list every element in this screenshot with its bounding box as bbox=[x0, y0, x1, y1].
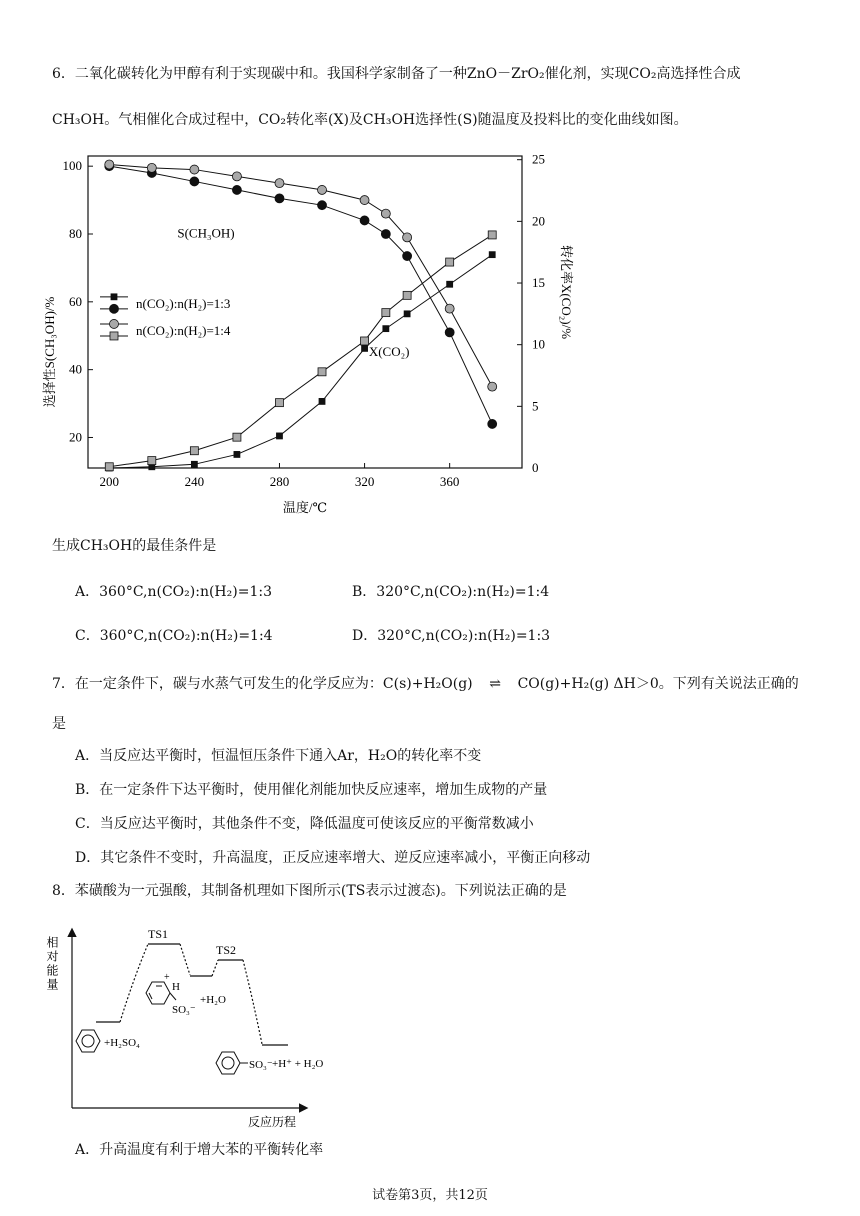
ts1-fall bbox=[180, 944, 190, 975]
data-point bbox=[276, 433, 282, 439]
annotation-s-ch3oh: S(CH₃OH) bbox=[177, 225, 235, 241]
benzenesulfonate-icon bbox=[216, 1052, 248, 1074]
page-footer: 试卷第3页，共12页 bbox=[372, 1188, 488, 1203]
data-point bbox=[275, 179, 284, 188]
q7-option-a[interactable]: A．当反应达平衡时，恒温恒压条件下通入Ar，H₂O的转化率不变 bbox=[75, 748, 482, 764]
product-so3: SO₃⁻ bbox=[249, 1059, 273, 1071]
q6-prompt: 生成CH₃OH的最佳条件是 bbox=[52, 538, 217, 554]
ts1-rise bbox=[120, 944, 148, 1022]
q6-option-c[interactable]: C．360°C,n(CO₂):n(H₂)=1:4 bbox=[75, 628, 273, 644]
data-point bbox=[318, 368, 326, 376]
y-left-tick-label: 60 bbox=[69, 293, 82, 309]
data-point bbox=[381, 209, 390, 218]
sigma-complex-so3: SO₃⁻ bbox=[172, 1004, 196, 1016]
data-point bbox=[360, 196, 369, 205]
data-point bbox=[382, 309, 390, 317]
data-point bbox=[404, 311, 410, 317]
data-point bbox=[488, 419, 497, 428]
data-point bbox=[232, 185, 241, 194]
q6-stem-line2: CH₃OH。气相催化合成过程中，CO₂转化率(X)及CH₃OH选择性(S)随温度及投料比的变化曲线如图。 bbox=[52, 112, 688, 128]
q7-option-d[interactable]: D．其它条件不变时，升高温度，正反应速率增大、逆反应速率减小，平衡正向移动 bbox=[75, 850, 591, 866]
data-point bbox=[362, 345, 368, 351]
y-right-tick-label: 15 bbox=[532, 275, 545, 291]
legend-marker bbox=[110, 319, 119, 328]
q6-stem-line1: 6．二氧化碳转化为甲醇有利于实现碳中和。我国科学家制备了一种ZnO－ZrO₂催化剂，实现CO₂高选择性合成 bbox=[52, 66, 741, 82]
x-axis-label: 温度/℃ bbox=[282, 500, 328, 515]
data-point bbox=[234, 451, 240, 457]
x-tick-label: 320 bbox=[354, 474, 375, 489]
data-point bbox=[403, 252, 412, 261]
data-point bbox=[361, 337, 369, 345]
data-point bbox=[190, 177, 199, 186]
y-left-tick-label: 80 bbox=[69, 226, 82, 241]
reactant-label: +H₂SO₄ bbox=[104, 1037, 140, 1049]
data-point bbox=[275, 399, 283, 407]
series-line-X-2 bbox=[109, 255, 492, 468]
y-right-tick-label: 20 bbox=[532, 213, 545, 229]
q7-stem-line1 bbox=[52, 674, 799, 694]
series-line-X-3 bbox=[109, 235, 492, 467]
data-point bbox=[445, 328, 454, 337]
data-point bbox=[446, 258, 454, 266]
x-axis-label: 反应历程 bbox=[248, 1115, 297, 1129]
y-right-axis-label: 转化率X(CO₂)/% bbox=[559, 244, 574, 340]
annotation-x-co2: X(CO₂) bbox=[368, 344, 410, 360]
data-point bbox=[190, 447, 198, 455]
y-right-tick-label: 5 bbox=[532, 398, 539, 414]
data-point bbox=[489, 252, 495, 258]
x-tick-label: 360 bbox=[439, 474, 460, 489]
q8-energy-diagram bbox=[45, 920, 358, 1130]
data-point bbox=[105, 463, 113, 471]
q7-option-b[interactable]: B．在一定条件下达平衡时，使用催化剂能加快反应速率，增加生成物的产量 bbox=[75, 782, 548, 798]
data-point bbox=[232, 172, 241, 181]
product-label: +H⁺ + H₂O bbox=[272, 1058, 324, 1070]
x-tick-label: 280 bbox=[269, 474, 290, 489]
y-right-tick-label: 0 bbox=[532, 460, 539, 475]
sigma-complex-plus: + bbox=[164, 972, 170, 983]
data-point bbox=[403, 233, 412, 242]
q6-option-a[interactable]: A．360°C,n(CO₂):n(H₂)=1:3 bbox=[75, 584, 272, 600]
data-point bbox=[360, 216, 369, 225]
q7-stem-part1: 7．在一定条件下，碳与水蒸气可发生的化学反应为：C(s)+H₂O(g) bbox=[52, 676, 473, 692]
data-point bbox=[190, 165, 199, 174]
data-point bbox=[105, 160, 114, 169]
data-point bbox=[318, 185, 327, 194]
x-tick-label: 200 bbox=[99, 474, 120, 489]
data-point bbox=[233, 433, 241, 441]
q6-option-d[interactable]: D．320°C,n(CO₂):n(H₂)=1:3 bbox=[352, 628, 551, 644]
ts2-label: TS2 bbox=[216, 943, 237, 957]
data-point bbox=[381, 230, 390, 239]
data-point bbox=[318, 201, 327, 210]
q6-option-b[interactable]: B．320°C,n(CO₂):n(H₂)=1:4 bbox=[352, 584, 550, 600]
q8-stem-line1: 8．苯磺酸为一元强酸，其制备机理如下图所示(TS表示过渡态)。下列说法正确的是 bbox=[52, 883, 567, 899]
y-axis-label: 相对能量 bbox=[45, 936, 59, 992]
y-left-axis-label: 选择性S(CH₃OH)/% bbox=[42, 296, 57, 408]
y-left-tick-label: 20 bbox=[69, 429, 82, 445]
ts2-rise bbox=[212, 960, 218, 976]
data-point bbox=[275, 194, 284, 203]
data-point bbox=[488, 231, 496, 239]
x-tick-label: 240 bbox=[184, 474, 205, 489]
y-right-tick-label: 10 bbox=[532, 336, 545, 352]
data-point bbox=[403, 291, 411, 299]
ts1-label: TS1 bbox=[148, 927, 169, 941]
data-point bbox=[319, 398, 325, 404]
data-point bbox=[191, 461, 197, 467]
q8-option-a[interactable]: A．升高温度有利于增大苯的平衡转化率 bbox=[75, 1142, 324, 1158]
intermediate-water: +H₂O bbox=[200, 994, 226, 1006]
sigma-complex-h: H bbox=[172, 981, 180, 993]
series-line-S-1 bbox=[109, 164, 492, 386]
benzene-icon bbox=[76, 1030, 100, 1052]
data-point bbox=[488, 382, 497, 391]
q7-option-c[interactable]: C．当反应达平衡时，其他条件不变，降低温度可使该反应的平衡常数减小 bbox=[75, 816, 534, 832]
legend-marker bbox=[110, 332, 118, 340]
legend-marker bbox=[110, 304, 119, 313]
legend-label-1: n(CO₂):n(H₂)=1:3 bbox=[136, 295, 231, 311]
ts2-fall bbox=[243, 960, 262, 1044]
data-point bbox=[445, 304, 454, 313]
legend-label-2: n(CO₂):n(H₂)=1:4 bbox=[136, 322, 231, 338]
data-point bbox=[447, 281, 453, 287]
y-left-tick-label: 40 bbox=[69, 361, 82, 377]
q7-stem-part2: CO(g)+H₂(g) ΔH＞0。下列有关说法正确的 bbox=[517, 676, 799, 692]
data-point bbox=[383, 326, 389, 332]
y-left-tick-label: 100 bbox=[62, 158, 82, 174]
q6-chart bbox=[40, 148, 600, 520]
legend-marker bbox=[111, 294, 117, 300]
equilibrium-arrow-icon: ⇌ bbox=[489, 676, 501, 692]
q7-stem-line2: 是 bbox=[52, 716, 66, 732]
data-point bbox=[147, 163, 156, 172]
y-right-tick-label: 25 bbox=[532, 151, 545, 167]
data-point bbox=[148, 457, 156, 465]
